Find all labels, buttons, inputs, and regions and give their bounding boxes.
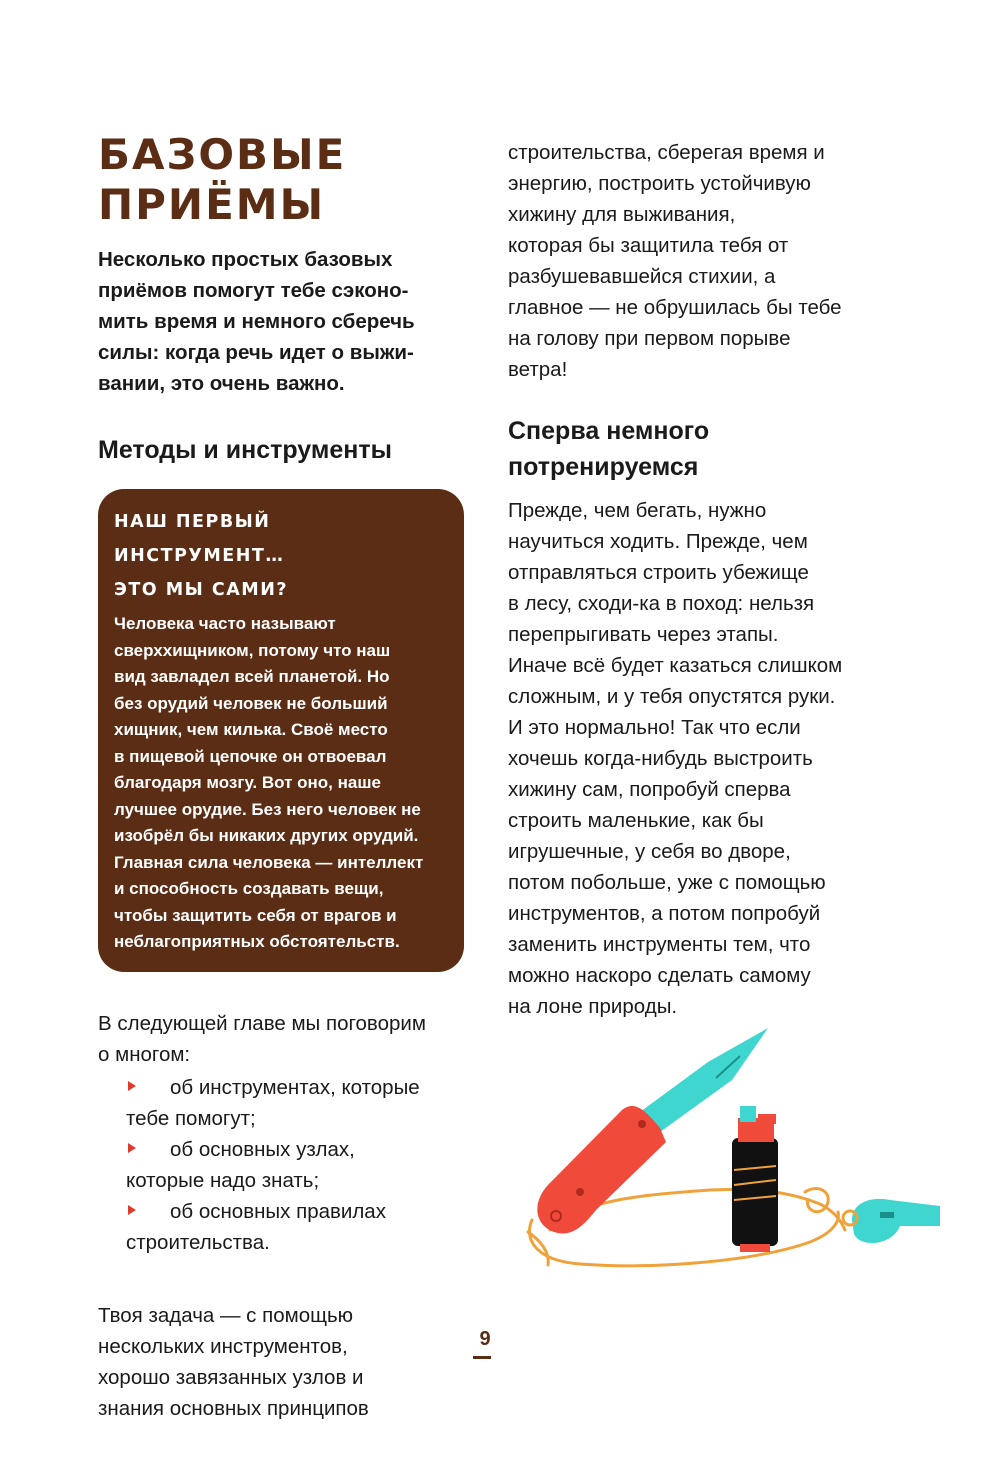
list-item <box>98 1072 468 1134</box>
survival-tools-illustration <box>520 1020 950 1270</box>
list-item-line: об основных узлах, <box>170 1137 355 1161</box>
task-line: хорошо завязанных узлов и <box>98 1365 364 1389</box>
left-column <box>98 130 468 1424</box>
practice-heading-line: Сперва немного <box>508 417 710 445</box>
list-item <box>98 1196 468 1258</box>
info-box-line: неблагоприятных обстоятельств. <box>114 932 400 951</box>
page-number-rule <box>473 1356 491 1359</box>
practice-line: строить маленькие, как бы <box>508 809 764 832</box>
continuation-line: хижину для выживания, <box>508 203 736 226</box>
info-box-line: Главная сила человека — интеллект <box>114 852 424 872</box>
list-item-line: строительства. <box>126 1230 270 1254</box>
bullet-list <box>98 1072 468 1258</box>
bullet-arrow-icon <box>128 1143 136 1153</box>
practice-line: на лоне природы. <box>508 995 678 1018</box>
practice-line: игрушечные, у себя во дворе, <box>508 840 791 863</box>
methods-heading: Методы и инструменты <box>98 436 392 464</box>
task-line: Твоя задача — с помощью <box>98 1303 354 1327</box>
practice-line: хочешь когда-нибудь выстроить <box>508 747 813 770</box>
intro-paragraph <box>98 1008 468 1070</box>
practice-line: И это нормально! Так что если <box>508 716 801 739</box>
practice-line: заменить инструменты тем, что <box>508 933 811 956</box>
practice-line: инструментов, а потом попробуй <box>508 902 821 925</box>
info-box-line: изобрёл бы никаких других орудий. <box>114 826 419 845</box>
intro-line: о многом: <box>98 1042 191 1066</box>
list-item-line: тебе помогут; <box>126 1106 256 1130</box>
bullet-arrow-icon <box>128 1205 136 1215</box>
lead-paragraph <box>98 244 468 399</box>
info-box-line: благодаря мозгу. Вот оно, наше <box>114 773 381 792</box>
practice-line: Иначе всё будет казаться слишком <box>508 654 843 677</box>
info-box-text <box>114 611 442 956</box>
practice-line: можно наскоро сделать самому <box>508 964 811 987</box>
info-box-heading-line: ЭТО МЫ САМИ? <box>114 580 288 600</box>
practice-line: научиться ходить. Прежде, чем <box>508 530 808 553</box>
practice-line: Прежде, чем бегать, нужно <box>508 499 767 522</box>
practice-paragraph <box>508 495 888 1022</box>
info-box-line: лучшее орудие. Без него человек не <box>114 799 421 819</box>
continuation-line: энергию, построить устойчивую <box>508 172 811 195</box>
task-paragraph <box>98 1300 468 1424</box>
info-box-line: и способность создавать вещи, <box>114 879 384 898</box>
lead-line: вании, это очень важно. <box>98 372 345 395</box>
page-title: БАЗОВЫЕ ПРИЁМЫ <box>98 130 347 229</box>
list-item-line: об инструментах, которые <box>170 1075 420 1099</box>
info-box-line: вид завладел всей планетой. Но <box>114 667 390 686</box>
bullet-arrow-icon <box>128 1081 136 1091</box>
lead-line: мить время и немного сберечь <box>98 310 415 333</box>
lighter-icon <box>732 1106 778 1252</box>
continuation-line: строительства, сберегая время и <box>508 141 825 164</box>
list-item-line: которые надо знать; <box>126 1168 320 1192</box>
list-item-line: об основных правилах <box>170 1199 386 1223</box>
info-box-line: в пищевой цепочке он отвоевал <box>114 746 387 766</box>
task-line: нескольких инструментов, <box>98 1334 348 1358</box>
intro-line: В следующей главе мы поговорим <box>98 1011 426 1035</box>
right-column <box>508 137 888 1022</box>
practice-line: хижину сам, попробуй сперва <box>508 778 791 801</box>
page-number: 9 <box>479 1328 491 1350</box>
info-box-line: хищник, чем килька. Своё место <box>114 720 388 739</box>
continuation-line: разбушевавшейся стихии, а <box>508 265 776 288</box>
continuation-line: ветра! <box>508 358 568 381</box>
lead-line: силы: когда речь идет о выжи- <box>98 341 414 364</box>
task-line: знания основных принципов <box>98 1396 369 1420</box>
practice-heading <box>508 413 888 485</box>
practice-line: сложным, и у тебя опустятся руки. <box>508 685 836 708</box>
continuation-line: главное — не обрушилась бы тебе <box>508 296 842 319</box>
practice-heading-line: потренируемся <box>508 453 699 481</box>
continuation-line: на голову при первом порыве <box>508 327 791 350</box>
info-box-line: без орудий человек не больший <box>114 693 388 713</box>
practice-line: потом побольше, уже с помощью <box>508 871 826 894</box>
continuation-paragraph <box>508 137 888 385</box>
practice-line: в лесу, сходи-ка в поход: нельзя <box>508 592 815 615</box>
continuation-line: которая бы защитила тебя от <box>508 234 789 257</box>
practice-line: перепрыгивать через этапы. <box>508 623 779 646</box>
info-box-line: сверххищником, потому что наш <box>114 640 391 660</box>
info-box <box>98 489 464 972</box>
lead-line: Несколько простых базовых <box>98 248 393 271</box>
info-box-line: чтобы защитить себя от врагов и <box>114 905 397 925</box>
info-box-line: Человека часто называют <box>114 614 336 633</box>
list-item <box>98 1134 468 1196</box>
whistle-icon <box>843 1199 940 1243</box>
lead-line: приёмов помогут тебе сэконо- <box>98 279 409 302</box>
info-box-heading-line: НАШ ПЕРВЫЙ ИНСТРУМЕНТ… <box>114 512 285 566</box>
info-box-heading <box>114 505 442 607</box>
practice-line: отправляться строить убежище <box>508 561 809 584</box>
